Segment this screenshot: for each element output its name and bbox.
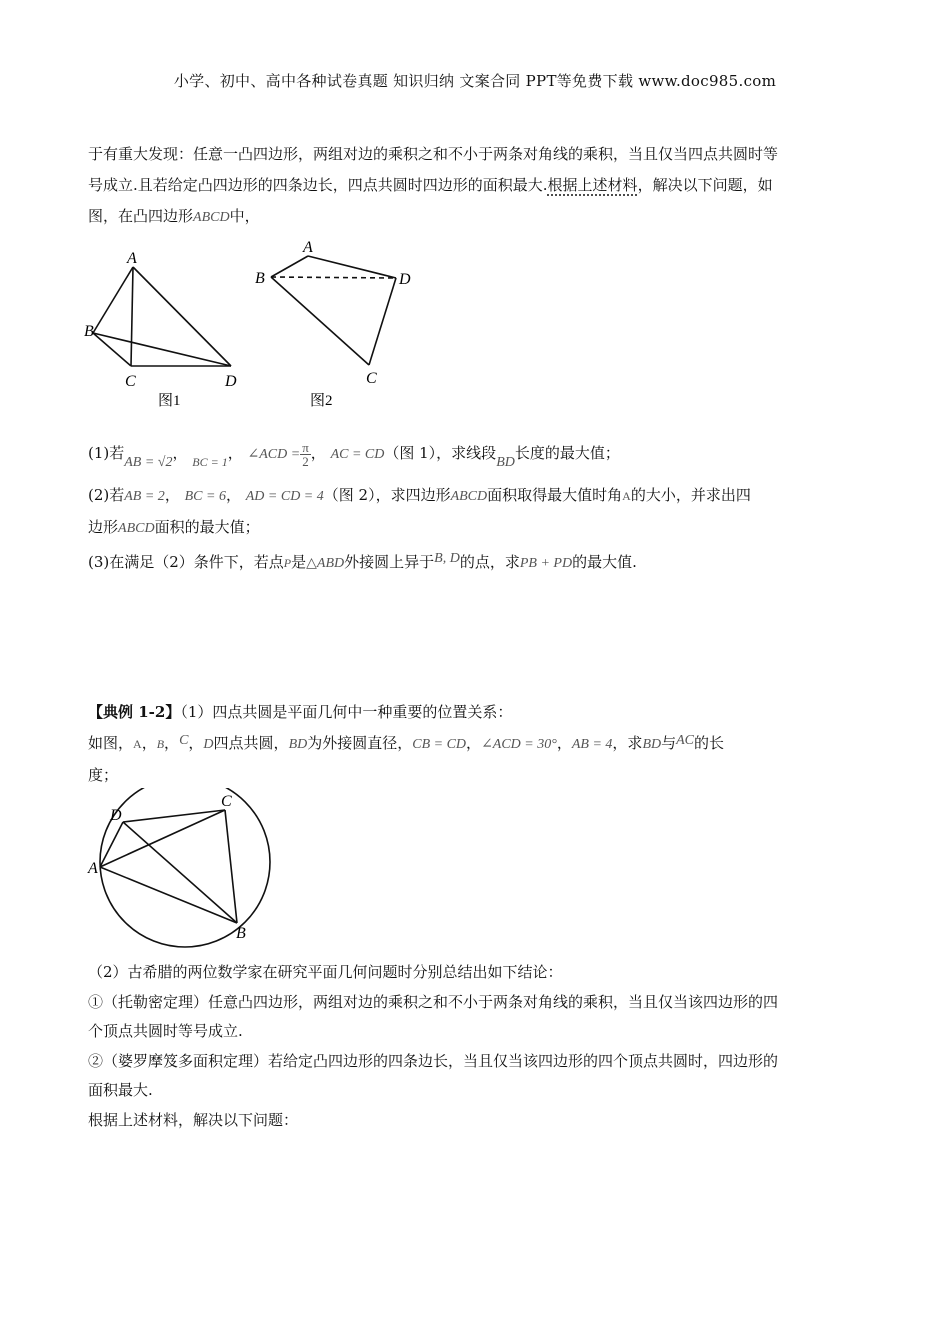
diagonal-AC [131, 267, 133, 366]
separator: ， [164, 486, 180, 504]
example-text: 四点共圆， [213, 734, 289, 752]
example-text: ，求 [612, 734, 643, 752]
closing-line: 根据上述材料，解决以下问题： [88, 1110, 299, 1129]
figure-2 [250, 235, 430, 415]
math-angle: A [622, 489, 631, 503]
brahmagupta-line-1: ②（婆罗摩笈多面积定理）若给定凸四边形的四条边长，当且仅当该四边形的四个顶点共圆时，四边形的 [88, 1051, 779, 1070]
q2-line-1 [88, 480, 863, 512]
math-point: B [156, 737, 165, 751]
q2-text: 的大小，并求出四 [630, 486, 751, 504]
separator: ， [466, 734, 482, 752]
intro-text: 中， [229, 207, 260, 225]
math-condition: BC = 6 [184, 489, 226, 504]
intro-line-3 [88, 201, 863, 233]
part-2-title: （2）古希腊的两位数学家在研究平面几何问题时分别总结出如下结论： [88, 963, 563, 981]
separator: ， [172, 444, 188, 462]
label-C: C [221, 793, 232, 810]
math-quadrilateral: ABCD [450, 489, 488, 504]
example-tag: 【典例 1-2】 [88, 703, 181, 721]
fraction-denominator: 2 [302, 453, 309, 469]
math-fraction [300, 441, 311, 468]
emphasis-text: 根据上述材料 [547, 176, 638, 194]
separator: ， [225, 486, 241, 504]
separator: ， [227, 444, 243, 462]
math-condition: BC = 1 [192, 455, 228, 469]
fraction-numerator: π [302, 439, 309, 455]
edge-AD [308, 256, 396, 278]
q1-prefix: (1)若 [88, 444, 125, 462]
q2-text: （图 2），求四边形 [323, 486, 451, 504]
edge-BA [100, 867, 237, 923]
separator: ， [556, 734, 572, 752]
example-text: 如图， [88, 734, 134, 752]
q3-text: 外接圆上异于 [344, 553, 435, 571]
q3-text: 的最大值. [572, 553, 637, 571]
q3-text: 是 [291, 553, 307, 571]
example-line-1 [88, 728, 863, 760]
math-segment: BD [642, 737, 662, 752]
brahmagupta-line-2: 面积最大. [88, 1081, 153, 1099]
diagonal-BD-dashed [271, 277, 396, 278]
part-2 [88, 958, 863, 1135]
example-line-2: 度； [88, 766, 119, 784]
math-expression: PB + PD [519, 556, 573, 571]
separator: ， [310, 444, 326, 462]
math-condition: AB = 4 [571, 737, 613, 752]
intro-text: ，解决以下问题，如 [637, 176, 773, 194]
edge-CB [225, 810, 237, 923]
ptolemy-line-1: ①（托勒密定理）任意凸四边形，两组对边的乘积之和不小于两条对角线的乘积，当且仅当该四边形的四 [88, 992, 779, 1011]
label-A: A [127, 250, 137, 267]
label-A: A [88, 860, 98, 877]
math-point: P [283, 556, 292, 570]
math-segment: AC [676, 733, 695, 748]
q2-text: 面积取得最大值时角 [487, 486, 623, 504]
separator: ， [164, 734, 180, 752]
label-B: B [84, 323, 94, 340]
separator: ， [188, 734, 204, 752]
figure-3-circle [82, 788, 282, 948]
page-header: 小学、初中、高中各种试卷真题 知识归纳 文案合同 PPT等免费下载 www.doc985.com [173, 72, 777, 90]
q3-text: 的点，求 [459, 553, 520, 571]
q3-text: (3)在满足（2）条件下，若点 [88, 553, 284, 571]
circumcircle [100, 788, 270, 947]
edge-BC [271, 277, 369, 365]
question-2 [88, 480, 863, 544]
figure-1-caption: 图1 [158, 393, 181, 409]
math-quadrilateral: ABCD [193, 210, 230, 225]
example-title: （1）四点共圆是平面几何中一种重要的位置关系： [180, 703, 513, 721]
intro-line-2 [88, 170, 863, 201]
q2-text: 面积的最大值； [154, 518, 260, 536]
example-text: 与 [661, 734, 677, 752]
edge-AB [271, 256, 308, 277]
math-triangle: △ABD [306, 556, 345, 571]
math-condition: AC = CD [330, 447, 385, 462]
intro-paragraph [88, 139, 863, 233]
intro-line-1: 于有重大发现：任意一凸四边形，两组对边的乘积之和不小于两条对角线的乘积，当且仅当四点共圆时等 [88, 145, 779, 163]
label-A: A [303, 239, 313, 256]
q2-line-2 [88, 512, 863, 544]
example-1-2 [88, 697, 863, 791]
math-segment: BD [288, 737, 308, 752]
math-condition: CB = CD [412, 737, 467, 752]
edge-AB [93, 267, 133, 333]
edge-DA [133, 267, 231, 366]
diagonal-DB [123, 822, 237, 923]
math-point: A [133, 737, 142, 751]
edge-AD [100, 822, 123, 867]
label-C: C [125, 373, 136, 390]
math-points: B, D [434, 551, 460, 566]
intro-text: 号成立.且若给定凸四边形的四条边长，四点共圆时四边形的面积最大. [88, 176, 548, 194]
label-B: B [236, 925, 246, 942]
figure-1 [80, 245, 260, 415]
math-point: D [203, 737, 214, 752]
label-C: C [366, 370, 377, 387]
math-condition: AB = 2 [124, 489, 165, 504]
diagonal-BD [93, 333, 231, 366]
figure-2-caption: 图2 [310, 393, 333, 409]
math-condition: AB = √2 [124, 455, 173, 470]
q1-text: （图 1），求线段 [384, 444, 497, 462]
intro-text: 图，在凸四边形 [88, 207, 194, 225]
label-D: D [399, 271, 411, 288]
question-3 [88, 547, 863, 579]
math-condition: ∠ACD = 30° [481, 737, 557, 752]
q2-text: 边形 [88, 518, 119, 536]
example-text: 为外接圆直径， [307, 734, 413, 752]
label-D: D [110, 807, 122, 824]
question-1 [88, 436, 863, 472]
ptolemy-line-2: 个顶点共圆时等号成立. [88, 1022, 243, 1040]
example-title-line [88, 697, 863, 728]
label-D: D [225, 373, 237, 390]
label-B: B [255, 270, 265, 287]
q1-text: 长度的最大值； [514, 444, 620, 462]
math-condition: ∠ACD = [247, 447, 301, 462]
math-segment: BD [496, 455, 515, 470]
example-text: 的长 [694, 734, 725, 752]
q2-prefix: (2)若 [88, 486, 125, 504]
math-condition: AD = CD = 4 [245, 489, 324, 504]
math-point: C [179, 733, 189, 748]
separator: ， [141, 734, 157, 752]
math-quadrilateral: ABCD [118, 521, 155, 536]
edge-DC [123, 810, 225, 822]
edge-CD [369, 278, 396, 365]
